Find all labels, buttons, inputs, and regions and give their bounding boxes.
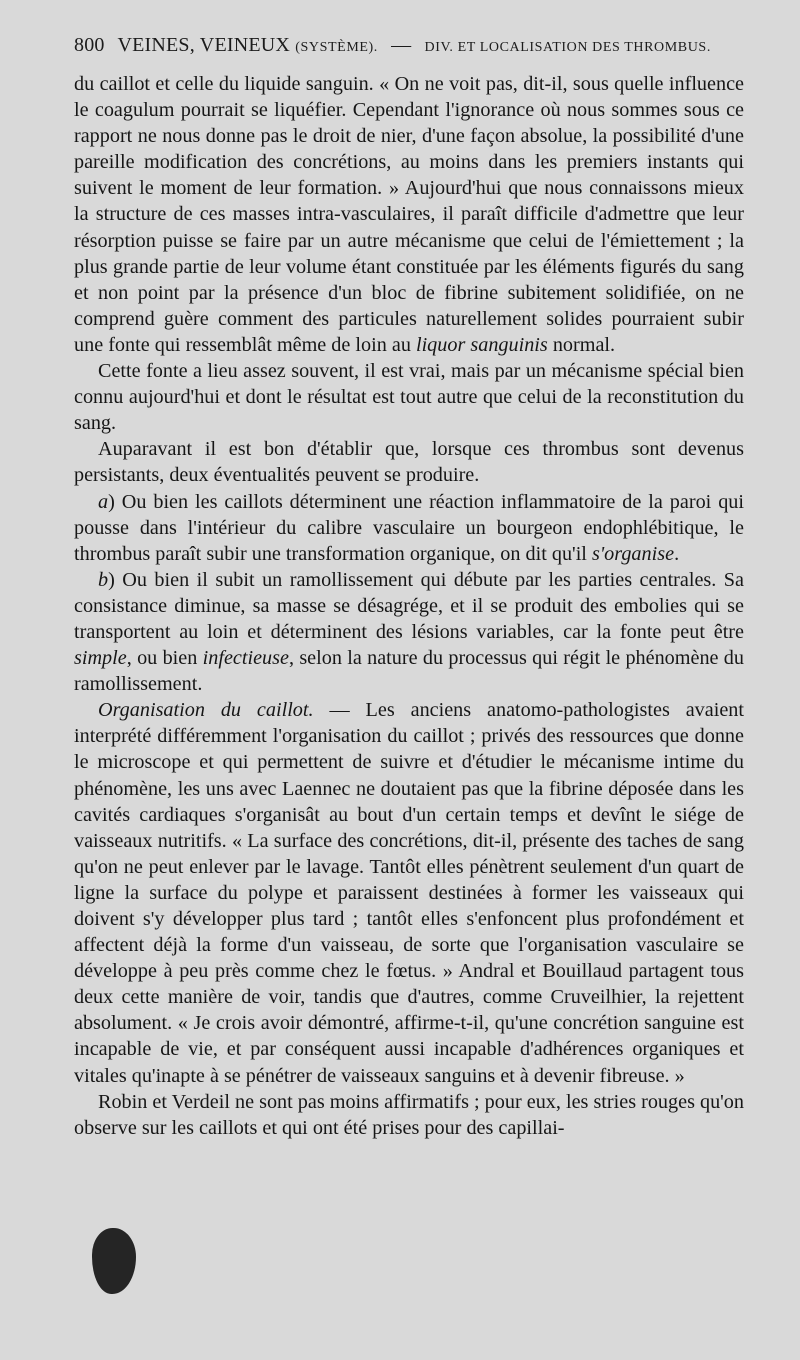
text-run: Cette fonte a lieu assez souvent, il est vrai, mais par un mécanisme spécial bien connu aujourd'hui et dont le résultat est tout autre que celui de la reconstitution du sang. [74,360,744,435]
header-dash: — [391,34,412,56]
italic-text: b [98,568,109,591]
italic-text: infectieuse [202,647,289,670]
text-run: Robin et Verdeil ne sont pas moins affirmatifs ; pour eux, les stries rouges qu'on observe sur les caillots et qui ont été prises pour des capillai- [74,1090,744,1139]
paragraph [74,489,744,567]
italic-text: simple [74,647,127,670]
text-run: du caillot et celle du liquide sanguin. « On ne voit pas, dit-il, sous quelle influence le coagulum pourrait se liquéfier. Cependant l'ignorance où nous sommes sous ce rapport ne nous donne pas le droit de nier, d'une façon absolue, la possibilité d'une pareille modification des concrétions, au moins dans les premiers instants qui suivent le moment de leur formation. » Aujourd'hui que nous connaissons mieux la structure de ces masses intra-vasculaires, il paraît difficile d'admettre que leur résorption puisse se faire par un autre mécanisme que celui de l'émiettement ; la plus grande partie de leur volume étant constituée par les éléments figurés du sang et non point par la présence d'un bloc de fibrine subitement solidifiée, on ne comprend guère comment des particules naturellement solides pourraient subir une fonte qui ressemblât même de loin au [74,73,744,356]
text-run: Auparavant il est bon d'établir que, lorsque ces thrombus sont devenus persistants, deux éventualités peuvent se produire. [74,438,744,487]
italic-text: a [98,490,109,513]
header-title: VEINES, VEINEUX [117,34,291,56]
text-run: , selon la nature du processus qui régit le phénomène du ramollissement. [74,647,744,696]
paragraph [74,436,744,488]
header-subtitle: (SYSTÈME). [295,40,378,55]
italic-text: liquor sanguinis [415,333,548,356]
text-run: — Les anciens anatomo-pathologistes avaient interprété différemment l'organisation du caillot ; privés des ressources que donne le microscope et qui permettent de suivre et d'étudier le mécanisme intime du phénomène, les uns avec Laennec ne doutaient pas que la fibrine déposée dans les cavités cardiaques s'organisât au bout d'un certain temps et devînt le siége de vaisseaux nutritifs. « La surface des concrétions, dit-il, présente des taches de sang qu'on ne peut enlever par le lavage. Tantôt elles pénètrent seulement d'un quart de ligne la surface du polype et paraissent destinées à former les vaisseaux qui doivent s'y développer plus tard ; tantôt elles s'enfoncent plus profondément et affectent déjà la forme d'un vaisseau, de sorte que l'organisation vasculaire se développe à peu près comme chez le fœtus. » Andral et Bouillaud partagent tous deux cette manière de voir, tandis que d'autres, comme Cruveilhier, la rejettent absolument. « Je crois avoir démontré, affirme-t-il, qu'une concrétion sanguine est incapable de vie, et par conséquent aussi incapable d'adhérences organiques et vitales qu'inapte à se pénétrer de vaisseaux sanguins et à devenir fibreuse. » [74,699,744,1087]
text-run: , ou bien [126,647,203,670]
page-number: 800 [74,34,105,56]
paragraph [74,358,744,436]
paragraph [74,697,744,1088]
ink-stain [92,1228,136,1294]
italic-text: s'organise [591,542,675,565]
header-section: DIV. ET LOCALISATION DES THROMBUS. [424,40,711,55]
text-run: . [674,542,680,565]
paragraph [74,71,744,358]
italic-text: Organisation du caillot. [98,699,314,722]
body-text [74,71,744,1141]
text-run: ) Ou bien les caillots déterminent une réaction inflammatoire de la paroi qui pousse dans l'intérieur du calibre vasculaire un bourgeon endophlébitique, le thrombus paraît subir une transformation organique, on dit qu'il [74,490,744,565]
running-header [74,34,764,57]
text-run: ) Ou bien il subit un ramollissement qui débute par les parties centrales. Sa consistance diminue, sa masse se désagrége, et il se produit des embolies qui se transportent au loin et déterminent des lésions variables, car la fonte peut être [74,568,744,643]
text-run: normal. [547,333,616,356]
paragraph [74,1089,744,1141]
paragraph [74,567,744,697]
